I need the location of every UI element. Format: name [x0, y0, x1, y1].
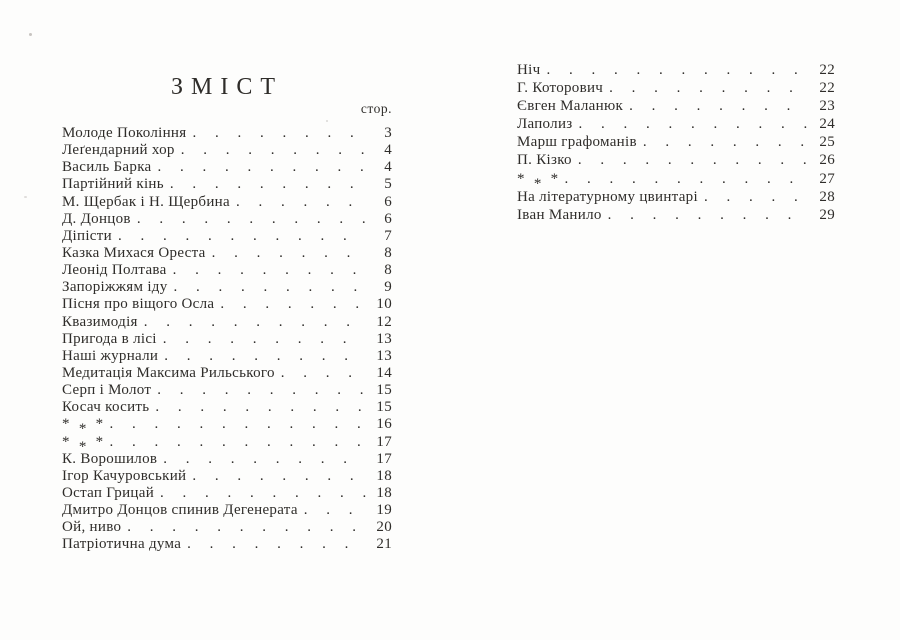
toc-entry-title: Д. Донцов — [62, 210, 131, 227]
toc-row — [62, 365, 392, 382]
toc-entry-page-number: 8 — [384, 262, 392, 279]
toc-row — [517, 152, 835, 170]
toc-entry-page-number: 17 — [376, 433, 392, 450]
toc-row — [62, 536, 392, 553]
toc-row — [62, 399, 392, 416]
toc-row — [517, 170, 835, 192]
toc-entry-page-number: 16 — [376, 416, 392, 433]
dot-leader — [643, 134, 809, 151]
toc-entry-title: На літературному цвинтарі — [517, 188, 698, 205]
dot-leader — [127, 519, 366, 536]
toc-entry-page-number: 13 — [376, 347, 392, 364]
toc-entry-page-number: 28 — [819, 188, 835, 205]
toc-row — [62, 468, 392, 485]
dot-leader — [163, 451, 366, 468]
toc-row — [62, 382, 392, 399]
dot-leader — [220, 296, 366, 313]
dot-leader — [187, 536, 366, 553]
toc-entry-asterism: * * * — [517, 170, 559, 192]
toc-entry-page-number: 3 — [384, 125, 392, 141]
toc-entry-page-number: 12 — [376, 313, 392, 330]
dot-leader — [157, 382, 366, 399]
toc-entry-page-number: 18 — [376, 467, 392, 484]
toc-entry-asterism: * * * — [62, 416, 104, 438]
toc-entry-title: Патріотична дума — [62, 536, 182, 553]
toc-entry-title: Г. Которович — [517, 80, 604, 97]
toc-entry-title: Казка Михася Ореста — [62, 244, 206, 261]
toc-entry-page-number: 29 — [819, 206, 835, 223]
toc-entry-page-number: 22 — [819, 80, 835, 97]
toc-row — [62, 245, 392, 262]
dot-leader — [174, 279, 366, 296]
toc-entry-title: Пісня про віщого Осла — [62, 296, 215, 313]
dot-leader — [304, 502, 366, 519]
toc-entry-page-number: 7 — [384, 227, 392, 244]
toc-row — [62, 296, 392, 313]
toc-entry-page-number: 26 — [819, 152, 835, 169]
toc-entry-page-number: 27 — [819, 170, 835, 187]
toc-entry-title: Євген Маланюк — [517, 98, 624, 115]
dot-leader — [236, 194, 366, 211]
dot-leader — [160, 485, 366, 502]
toc-entry-title: Партійний кінь — [62, 176, 164, 193]
toc-entry-title: П. Кізко — [517, 152, 572, 169]
toc-entry-title: Наші журнали — [62, 347, 159, 364]
toc-row — [62, 194, 392, 211]
dot-leader — [578, 152, 809, 169]
toc-entry-page-number: 21 — [376, 536, 392, 553]
toc-entry-page-number: 10 — [376, 296, 392, 313]
toc-entry-title: Іван Манило — [517, 206, 602, 223]
dot-leader — [546, 62, 809, 79]
dot-leader — [170, 176, 366, 193]
toc-entry-page-number: 13 — [376, 330, 392, 347]
toc-row — [517, 189, 835, 207]
toc-row — [62, 159, 392, 176]
toc-entry-title: Дмитро Донцов спинив Дегенерата — [62, 502, 298, 519]
toc-entry-page-number: 22 — [819, 62, 835, 78]
toc-row — [62, 451, 392, 468]
toc-row — [62, 314, 392, 331]
page-column-label: стор. — [360, 101, 392, 116]
toc-entry-asterism: * * * — [62, 433, 104, 455]
toc-row — [62, 519, 392, 536]
toc-entry-page-number: 14 — [376, 364, 392, 381]
toc-row — [517, 116, 835, 134]
toc-entry-title: Пригода в лісі — [62, 330, 157, 347]
dot-leader — [608, 207, 809, 224]
toc-entry-title: Лаполиз — [517, 116, 573, 133]
toc-entry-page-number: 4 — [384, 159, 392, 176]
toc-entry-title: К. Ворошилов — [62, 450, 158, 467]
toc-entry-page-number: 6 — [384, 193, 392, 210]
dot-leader — [109, 416, 366, 433]
toc-entry-page-number: 18 — [376, 484, 392, 501]
dot-leader — [144, 314, 366, 331]
toc-entry-title: Діпісти — [62, 227, 112, 244]
toc-row — [517, 98, 835, 116]
scan-speck — [24, 196, 27, 198]
toc-entry-page-number: 25 — [819, 134, 835, 151]
toc-entry-title: Серп і Молот — [62, 382, 152, 399]
toc-entry-page-number: 15 — [376, 382, 392, 399]
toc-entry-title: Квазимодія — [62, 313, 138, 330]
toc-entry-title: Леґендарний хор — [62, 142, 175, 159]
dot-leader — [212, 245, 366, 262]
dot-leader — [163, 331, 366, 348]
toc-row — [62, 331, 392, 348]
dot-leader — [155, 399, 366, 416]
toc-entry-page-number: 6 — [384, 210, 392, 227]
toc-row — [62, 176, 392, 193]
scan-speck — [29, 33, 32, 36]
toc-row — [517, 207, 835, 225]
toc-row — [62, 433, 392, 455]
toc-row — [62, 485, 392, 502]
toc-entry-page-number: 9 — [384, 279, 392, 296]
toc-entry-page-number: 17 — [376, 450, 392, 467]
dot-leader — [118, 228, 366, 245]
toc-row — [517, 134, 835, 152]
toc-entry-title: Ніч — [517, 62, 541, 78]
dot-leader — [137, 211, 366, 228]
toc-row — [62, 502, 392, 519]
toc-entry-title: Леонід Полтава — [62, 262, 167, 279]
dot-leader — [564, 171, 809, 188]
toc-row — [62, 228, 392, 245]
toc-row — [517, 62, 835, 80]
toc-row — [62, 262, 392, 279]
toc-entry-title: М. Щербак і Н. Щербина — [62, 193, 230, 210]
toc-entry-title: Ігор Качуровський — [62, 467, 187, 484]
dot-leader — [173, 262, 366, 279]
toc-entry-page-number: 24 — [819, 116, 835, 133]
dot-leader — [704, 189, 809, 206]
toc-row — [62, 416, 392, 438]
toc-left-column — [62, 125, 392, 554]
toc-entry-page-number: 15 — [376, 399, 392, 416]
toc-entry-title: Марш графоманів — [517, 134, 637, 151]
toc-entry-page-number: 8 — [384, 244, 392, 261]
scan-speck — [326, 120, 328, 122]
toc-row — [62, 142, 392, 159]
toc-row — [62, 348, 392, 365]
toc-row — [62, 125, 392, 142]
dot-leader — [609, 80, 809, 97]
dot-leader — [164, 348, 366, 365]
dot-leader — [181, 142, 366, 159]
toc-entry-title: Ой, ниво — [62, 519, 122, 536]
page-title: ЗМІСТ — [170, 74, 284, 100]
toc-entry-page-number: 20 — [376, 519, 392, 536]
dot-leader — [158, 159, 366, 176]
dot-leader — [192, 125, 366, 142]
toc-row — [517, 80, 835, 98]
toc-entry-page-number: 19 — [376, 502, 392, 519]
dot-leader — [629, 98, 809, 115]
toc-right-column — [517, 62, 835, 225]
dot-leader — [579, 116, 809, 133]
toc-entry-title: Молоде Покоління — [62, 125, 187, 141]
toc-entry-title: Косач косить — [62, 399, 150, 416]
dot-leader — [281, 365, 366, 382]
toc-row — [62, 211, 392, 228]
toc-entry-page-number: 4 — [384, 142, 392, 159]
toc-entry-title: Медитація Максима Рильського — [62, 364, 275, 381]
toc-row — [62, 279, 392, 296]
toc-entry-page-number: 5 — [384, 176, 392, 193]
dot-leader — [109, 434, 366, 451]
toc-entry-page-number: 23 — [819, 98, 835, 115]
toc-entry-title: Василь Барка — [62, 159, 152, 176]
toc-entry-title: Запоріжжям іду — [62, 279, 168, 296]
dot-leader — [192, 468, 366, 485]
toc-entry-title: Остап Грицай — [62, 484, 155, 501]
